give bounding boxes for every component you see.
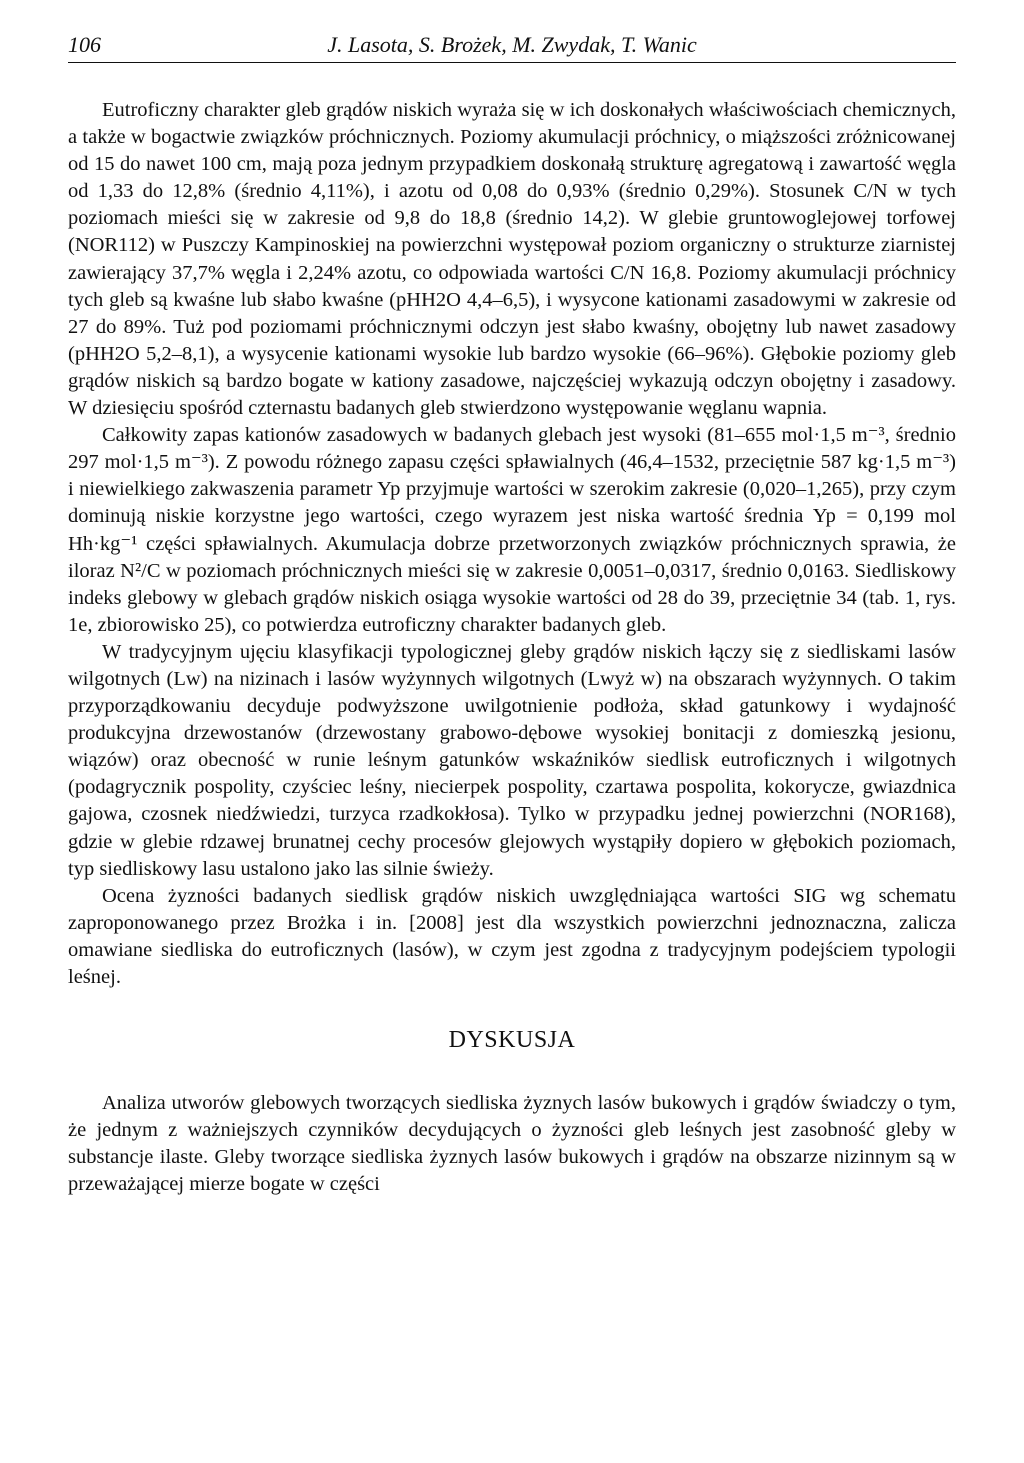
paragraph-chemical-properties: Eutroficzny charakter gleb grądów niskich wyraża się w ich doskonałych właściwościach chemicznych, a także w bogactwie związków próchnicznych. Poziomy akumulacji próchnicy, o miąższości zróżnicowanej od 15 do nawet 100 cm, mają poza jednym przypadkiem doskonałą strukturę agregatową i zawartość węgla od 1,33 do 12,8% (średnio 4,11%), i azotu od 0,08 do 0,93% (średnio 0,29%). Stosunek C/N w tych poziomach mieści się w zakresie od 9,8 do 18,8 (średnio 14,2). W glebie gruntowoglejowej torfowej (NOR112) w Puszczy Kampinoskiej na powierzchni występował poziom organiczny o strukturze ziarnistej zawierający 37,7% węgla i 2,24% azotu, co odpowiada wartości C/N 16,8. Poziomy akumulacji próchnicy tych gleb są kwaśne lub słabo kwaśne (pHH2O 4,4–6,5), i wysycone kationami zasadowymi w zakresie od 27 do 89%. Tuż pod poziomami próchnicznymi odczyn jest słabo kwaśny, obojętny lub nawet zasadowy (pHH2O 5,2–8,1), a wysycenie kationami wysokie lub bardzo wysokie (66–96%). Głębokie poziomy gleb grądów niskich są bardzo bogate w kationy zasadowe, najczęściej wykazują odczyn obojętny i zasadowy. W dziesięciu spośród czternastu badanych gleb stwierdzono występowanie węglanu wapnia. [68, 99, 956, 420]
page [68, 28, 956, 1198]
discussion-text [68, 1090, 956, 1198]
section-heading-discussion: DYSKUSJA [448, 1027, 576, 1054]
paragraph-discussion: Analiza utworów glebowych tworzących siedliska żyznych lasów bukowych i grądów świadczy o tym, że jednym z ważniejszych czynników decydujących o żyzności gleb leśnych jest zasobność gleby w substancje ilaste. Gleby tworzące siedliska żyznych lasów bukowych i grądów na obszarze nizinnym są w przeważającej mierze bogate w części [68, 1092, 956, 1196]
paragraph-fertility-assessment: Ocena żyzności badanych siedlisk grądów niskich uwzględniająca wartości SIG wg schematu zaproponowanego przez Brożka i in. [2008] jest dla wszystkich powierzchni jednoznaczna, zalicza omawiane siedliska do eutroficznych (lasów), w czym jest zgodna z tradycyjnym podejściem typologii leśnej. [68, 884, 956, 988]
results-text [68, 97, 956, 991]
running-header [68, 28, 956, 63]
running-header-authors: J. Lasota, S. Brożek, M. Zwydak, T. Wanic [327, 32, 697, 57]
page-number: 106 [68, 32, 101, 57]
paragraph-typological-classification: W tradycyjnym ujęciu klasyfikacji typologicznej gleby grądów niskich łączy się z siedliskami lasów wilgotnych (Lw) na nizinach i lasów wyżynnych wilgotnych (Lwyż w) na obszarach wyżynnych. O takim przyporządkowaniu decyduje podwyższone uwilgotnienie podłoża, skład gatunkowy i wydajność produkcyjna drzewostanów (drzewostany grabowo-dębowe wysokiej bonitacji z domieszką jesionu, wiązów) oraz obecność w runie leśnym gatunków wskaźników siedlisk eutroficznych i wilgotnych (podagrycznik pospolity, czyściec leśny, niecierpek pospolity, czartawa pospolita, kokorycze, gwiazdnica gajowa, czosnek niedźwiedzi, turzyca rzadkokłosa). Tylko w przypadku jednej powierzchni (NOR168), gdzie w glebie rdzawej brunatnej cechy procesów glejowych wystąpiły dopiero w głębokich poziomach, typ siedliskowy lasu ustalono jako las silnie świeży. [68, 640, 956, 880]
paragraph-cation-reserve: Całkowity zapas kationów zasadowych w badanych glebach jest wysoki (81–655 mol·1,5 m⁻³, średnio 297 mol·1,5 m⁻³). Z powodu różnego zapasu części spławialnych (46,4–1532, przeciętnie 587 kg·1,5 m⁻³) i niewielkiego zakwaszenia parametr Yp przyjmuje wartości w szerokim zakresie (0,020–1,265), przy czym dominują niskie korzystne jego wartości, czego wyrazem jest niska wartość średnia Yp = 0,199 mol Hh·kg⁻¹ części spławialnych. Akumulacja dobrze przetworzonych związków próchnicznych sprawia, że iloraz N²/C w poziomach próchnicznych mieści się w zakresie 0,0051–0,0317, średnio 0,0163. Siedliskowy indeks glebowy w glebach grądów niskich osiąga wysokie wartości od 28 do 39, przeciętnie 34 (tab. 1, rys. 1e, zbiorowisko 25), co potwierdza eutroficzny charakter badanych gleb. [68, 424, 956, 636]
